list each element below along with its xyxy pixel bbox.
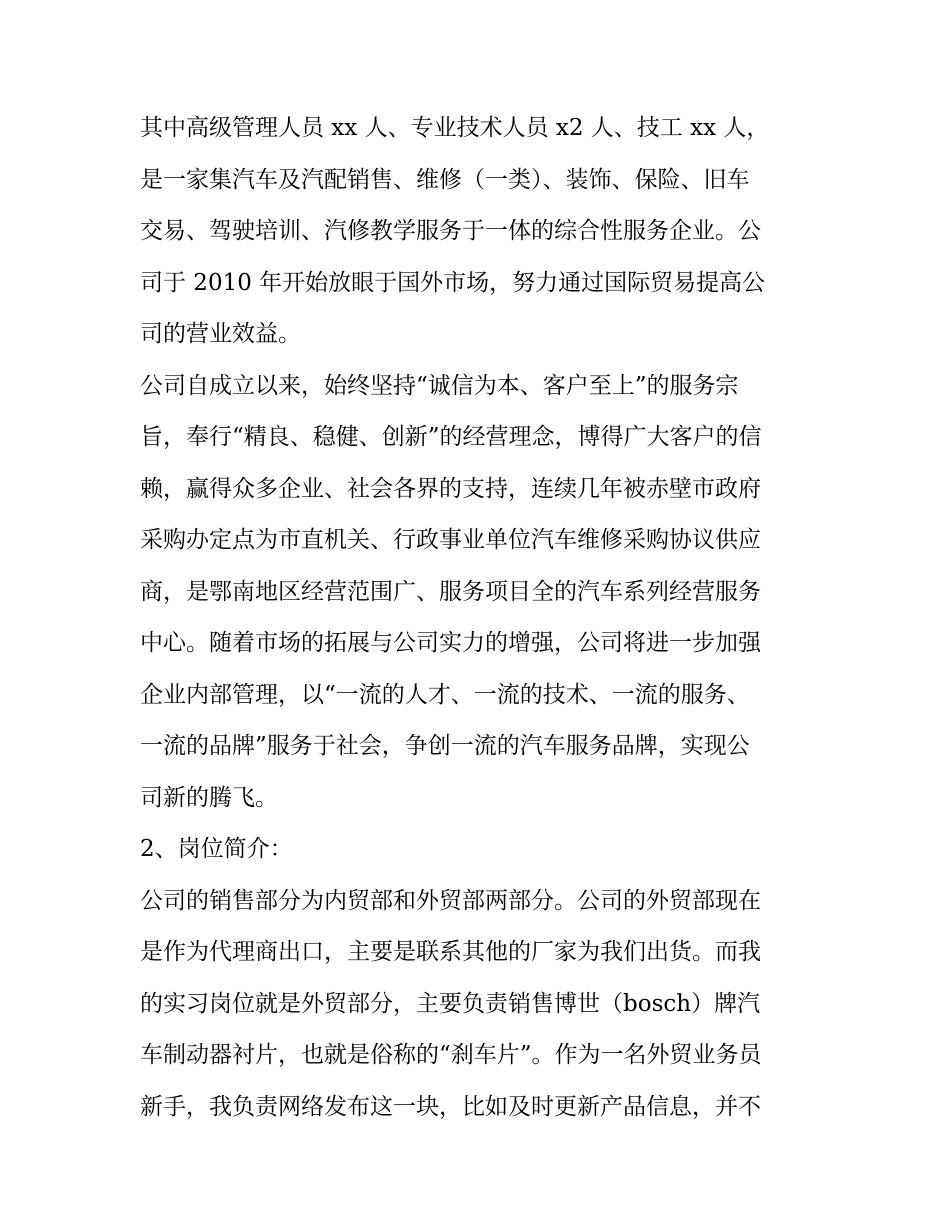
text-line: 公司的销售部分为内贸部和外贸部两部分。公司的外贸部现在	[140, 887, 761, 914]
text-line: 采购办定点为市直机关、行政事业单位汽车维修采购协议供应	[140, 527, 761, 553]
text-line: 司于 2010 年开始放眼于国外市场，努力通过国际贸易提高公	[140, 269, 766, 296]
text-line: 的实习岗位就是外贸部分，主要负责销售博世（bosch）牌汽	[140, 990, 761, 1017]
text-line: 车制动器衬片，也就是俗称的“刹车片”。作为一名外贸业务员	[140, 1042, 762, 1068]
text-line: 赖，赢得众多企业、社会各界的支持，连续几年被赤壁市政府	[140, 475, 761, 502]
body-text	[140, 103, 815, 1133]
text-line: 新手，我负责网络发布这一块，比如及时更新产品信息，并不	[140, 1093, 761, 1120]
text-line: 旨，奉行“精良、稳健、创新”的经营理念，博得广大客户的信	[140, 424, 762, 450]
text-line: 是一家集汽车及汽配销售、维修（一类）、装饰、保险、旧车	[140, 166, 750, 193]
text-line: 交易、驾驶培训、汽修教学服务于一体的综合性服务企业。公	[140, 218, 761, 244]
text-line: 是作为代理商出口，主要是联系其他的厂家为我们出货。而我	[140, 939, 761, 965]
text-line: 司的营业效益。	[140, 321, 301, 347]
text-line: 企业内部管理，以“一流的人才、一流的技术、一流的服务、	[140, 681, 750, 708]
text-line: 一流的品牌”服务于社会，争创一流的汽车服务品牌，实现公	[140, 733, 750, 759]
text-line: 其中高级管理人员 xx 人、专业技术人员 x2 人、技工 xx 人，	[140, 115, 770, 141]
text-line: 商，是鄂南地区经营范围广、服务项目全的汽车系列经营服务	[140, 578, 761, 605]
text-line: 公司自成立以来，始终坚持“诚信为本、客户至上”的服务宗	[140, 372, 739, 399]
section-heading: 2、岗位简介：	[140, 836, 293, 862]
text-line: 司新的腾飞。	[140, 784, 278, 811]
text-line: 中心。随着市场的拓展与公司实力的增强，公司将进一步加强	[140, 630, 761, 656]
